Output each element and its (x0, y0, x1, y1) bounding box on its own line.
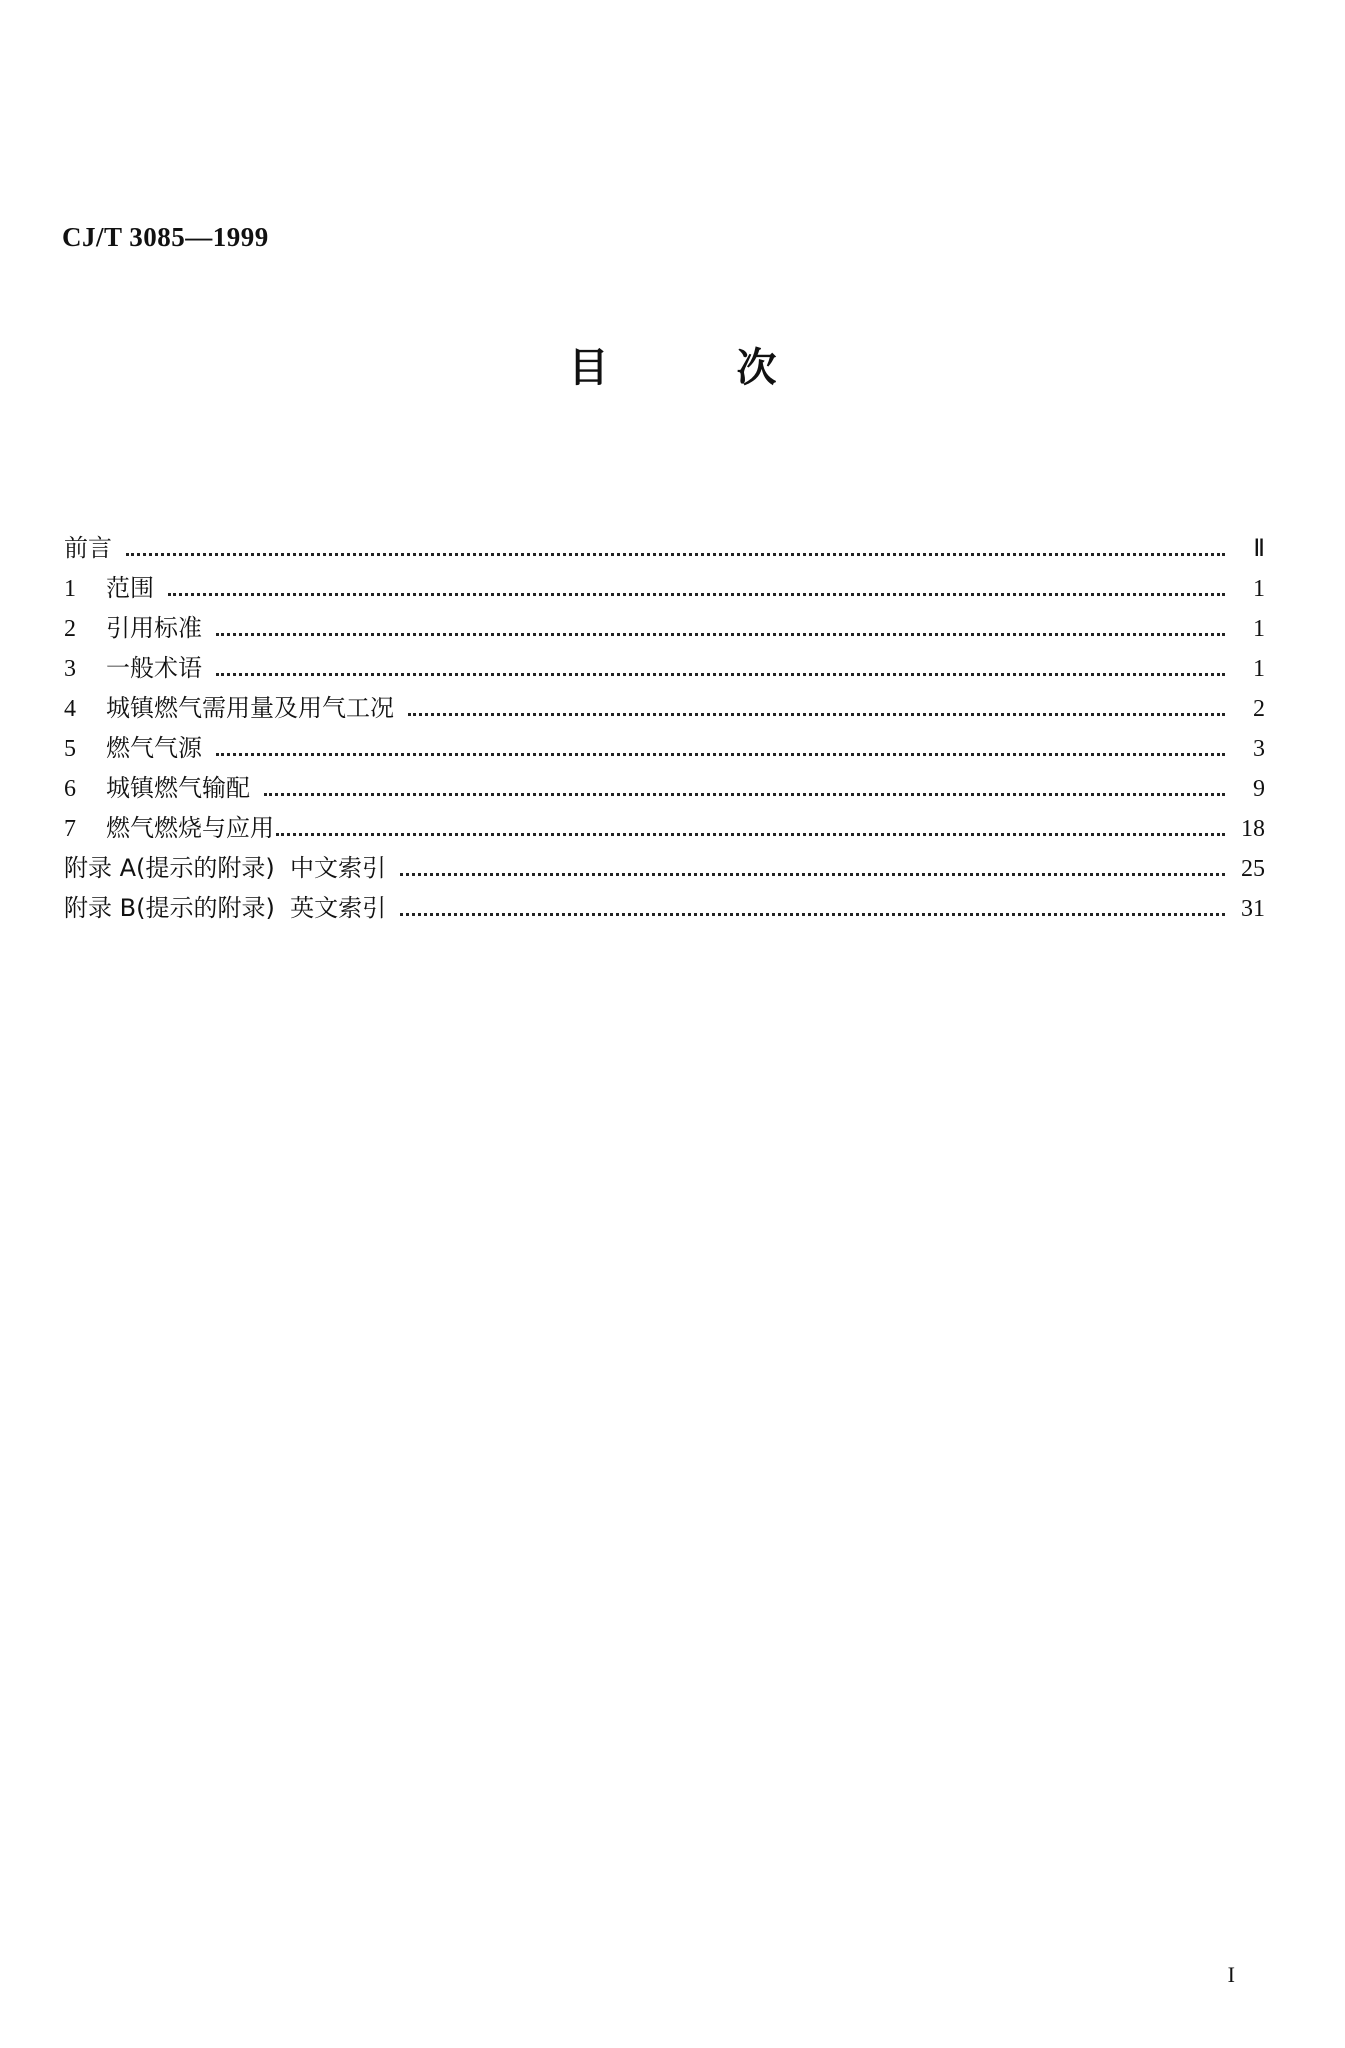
toc-entry-page: 31 (1241, 896, 1265, 922)
toc-entry-label: 范围 (106, 574, 154, 602)
toc-entry-page: 25 (1241, 856, 1265, 882)
toc-entry-appendix-b[interactable] (64, 888, 1265, 928)
toc-entry-scope[interactable] (64, 568, 1265, 608)
toc-entry-page: 1 (1253, 656, 1265, 682)
toc-entry-number: 6 (64, 776, 76, 802)
toc-entry-gas-source[interactable] (64, 728, 1265, 768)
toc-entry-general-terms[interactable] (64, 648, 1265, 688)
toc-entry-page: 9 (1253, 776, 1265, 802)
toc-dot-leader (400, 873, 1225, 876)
toc-entry-references[interactable] (64, 608, 1265, 648)
toc-dot-leader (168, 593, 1225, 596)
toc-entry-page: 1 (1253, 616, 1265, 642)
toc-dot-leader (216, 753, 1225, 756)
toc-dot-leader (126, 553, 1225, 556)
toc-entry-label: 附录 A(提示的附录) 中文索引 (64, 854, 387, 882)
page-number: I (1227, 1962, 1235, 1987)
toc-entry-number: 5 (64, 736, 76, 762)
table-of-contents (64, 528, 1265, 928)
toc-entry-combustion[interactable] (64, 808, 1265, 848)
toc-entry-number: 3 (64, 656, 76, 682)
toc-entry-label: 前言 (64, 534, 112, 562)
toc-entry-page: 3 (1253, 736, 1265, 762)
toc-dot-leader (400, 913, 1225, 916)
toc-entry-number: 7 (64, 816, 76, 842)
toc-entry-number: 4 (64, 696, 76, 722)
toc-entry-label: 城镇燃气需用量及用气工况 (106, 694, 394, 722)
toc-entry-gas-demand[interactable] (64, 688, 1265, 728)
toc-entry-page: 1 (1253, 576, 1265, 602)
toc-entry-distribution[interactable] (64, 768, 1265, 808)
toc-entry-appendix-a[interactable] (64, 848, 1265, 888)
toc-entry-page: 2 (1253, 696, 1265, 722)
toc-entry-label: 燃气燃烧与应用 (106, 814, 274, 842)
toc-entry-label: 城镇燃气输配 (106, 774, 250, 802)
toc-dot-leader (408, 713, 1225, 716)
toc-entry-foreword[interactable] (64, 528, 1265, 568)
toc-entry-label: 附录 B(提示的附录) 英文索引 (64, 894, 387, 922)
page-title: 目次 (568, 345, 905, 391)
toc-dot-leader (276, 833, 1225, 836)
toc-entry-page: 18 (1241, 816, 1265, 842)
toc-entry-label: 一般术语 (106, 654, 202, 682)
toc-entry-label: 引用标准 (106, 614, 202, 642)
toc-dot-leader (216, 633, 1225, 636)
standard-code: CJ/T 3085—1999 (62, 222, 269, 252)
toc-entry-number: 2 (64, 616, 76, 642)
toc-entry-page: Ⅱ (1253, 536, 1265, 562)
toc-entry-label: 燃气气源 (106, 734, 202, 762)
toc-dot-leader (264, 793, 1225, 796)
toc-dot-leader (216, 673, 1225, 676)
toc-entry-number: 1 (64, 576, 76, 602)
